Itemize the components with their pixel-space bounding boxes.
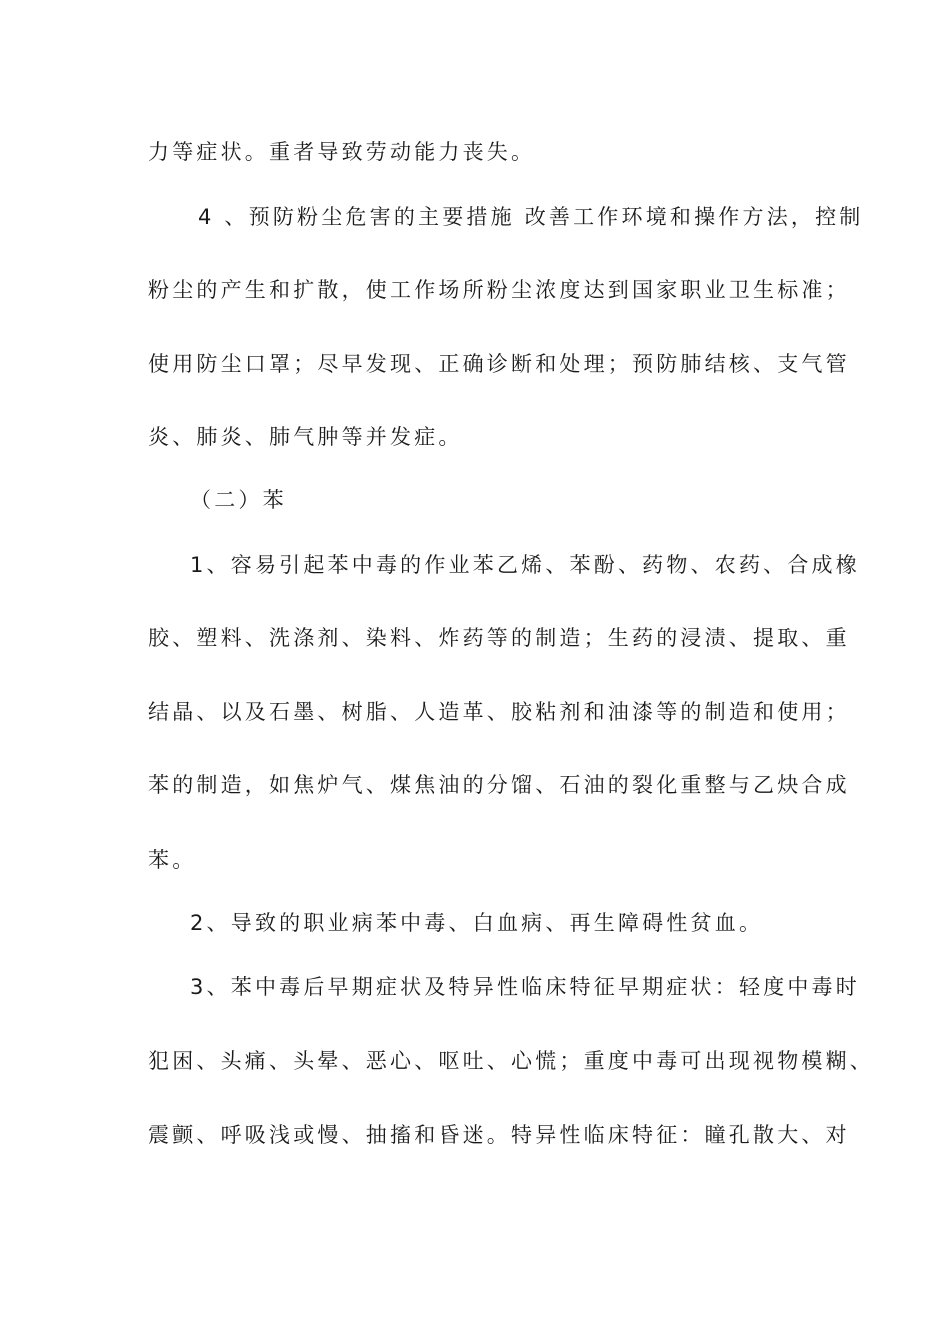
text-line: 3、苯中毒后早期症状及特异性临床特征早期症状：轻度中毒时 — [190, 975, 860, 999]
text-line: 炎、肺炎、肺气肿等并发症。 — [148, 425, 463, 449]
text-line: 粉尘的产生和扩散，使工作场所粉尘浓度达到国家职业卫生标准； — [148, 278, 850, 302]
section-heading: （二）苯 — [190, 488, 287, 512]
text-line: 犯困、头痛、头晕、恶心、呕吐、心慌；重度中毒可出现视物模糊、 — [148, 1049, 874, 1073]
text-line: 结晶、以及石墨、树脂、人造革、胶粘剂和油漆等的制造和使用； — [148, 700, 850, 724]
text-line: 苯的制造，如焦炉气、煤焦油的分馏、石油的裂化重整与乙炔合成 — [148, 773, 850, 797]
text-line: 震颤、呼吸浅或慢、抽搐和昏迷。特异性临床特征：瞳孔散大、对 — [148, 1123, 850, 1147]
text-line: 胶、塑料、洗涤剂、染料、炸药等的制造；生药的浸渍、提取、重 — [148, 626, 850, 650]
text-line: 1、容易引起苯中毒的作业苯乙烯、苯酚、药物、农药、合成橡 — [190, 553, 860, 577]
text-line: 4 、预防粉尘危害的主要措施 改善工作环境和操作方法，控制 — [198, 205, 864, 229]
text-line: 苯。 — [148, 848, 197, 872]
text-line: 使用防尘口罩；尽早发现、正确诊断和处理；预防肺结核、支气管 — [148, 352, 850, 376]
text-line: 力等症状。重者导致劳动能力丧失。 — [148, 140, 536, 164]
text-line: 2、导致的职业病苯中毒、白血病、再生障碍性贫血。 — [190, 911, 764, 935]
